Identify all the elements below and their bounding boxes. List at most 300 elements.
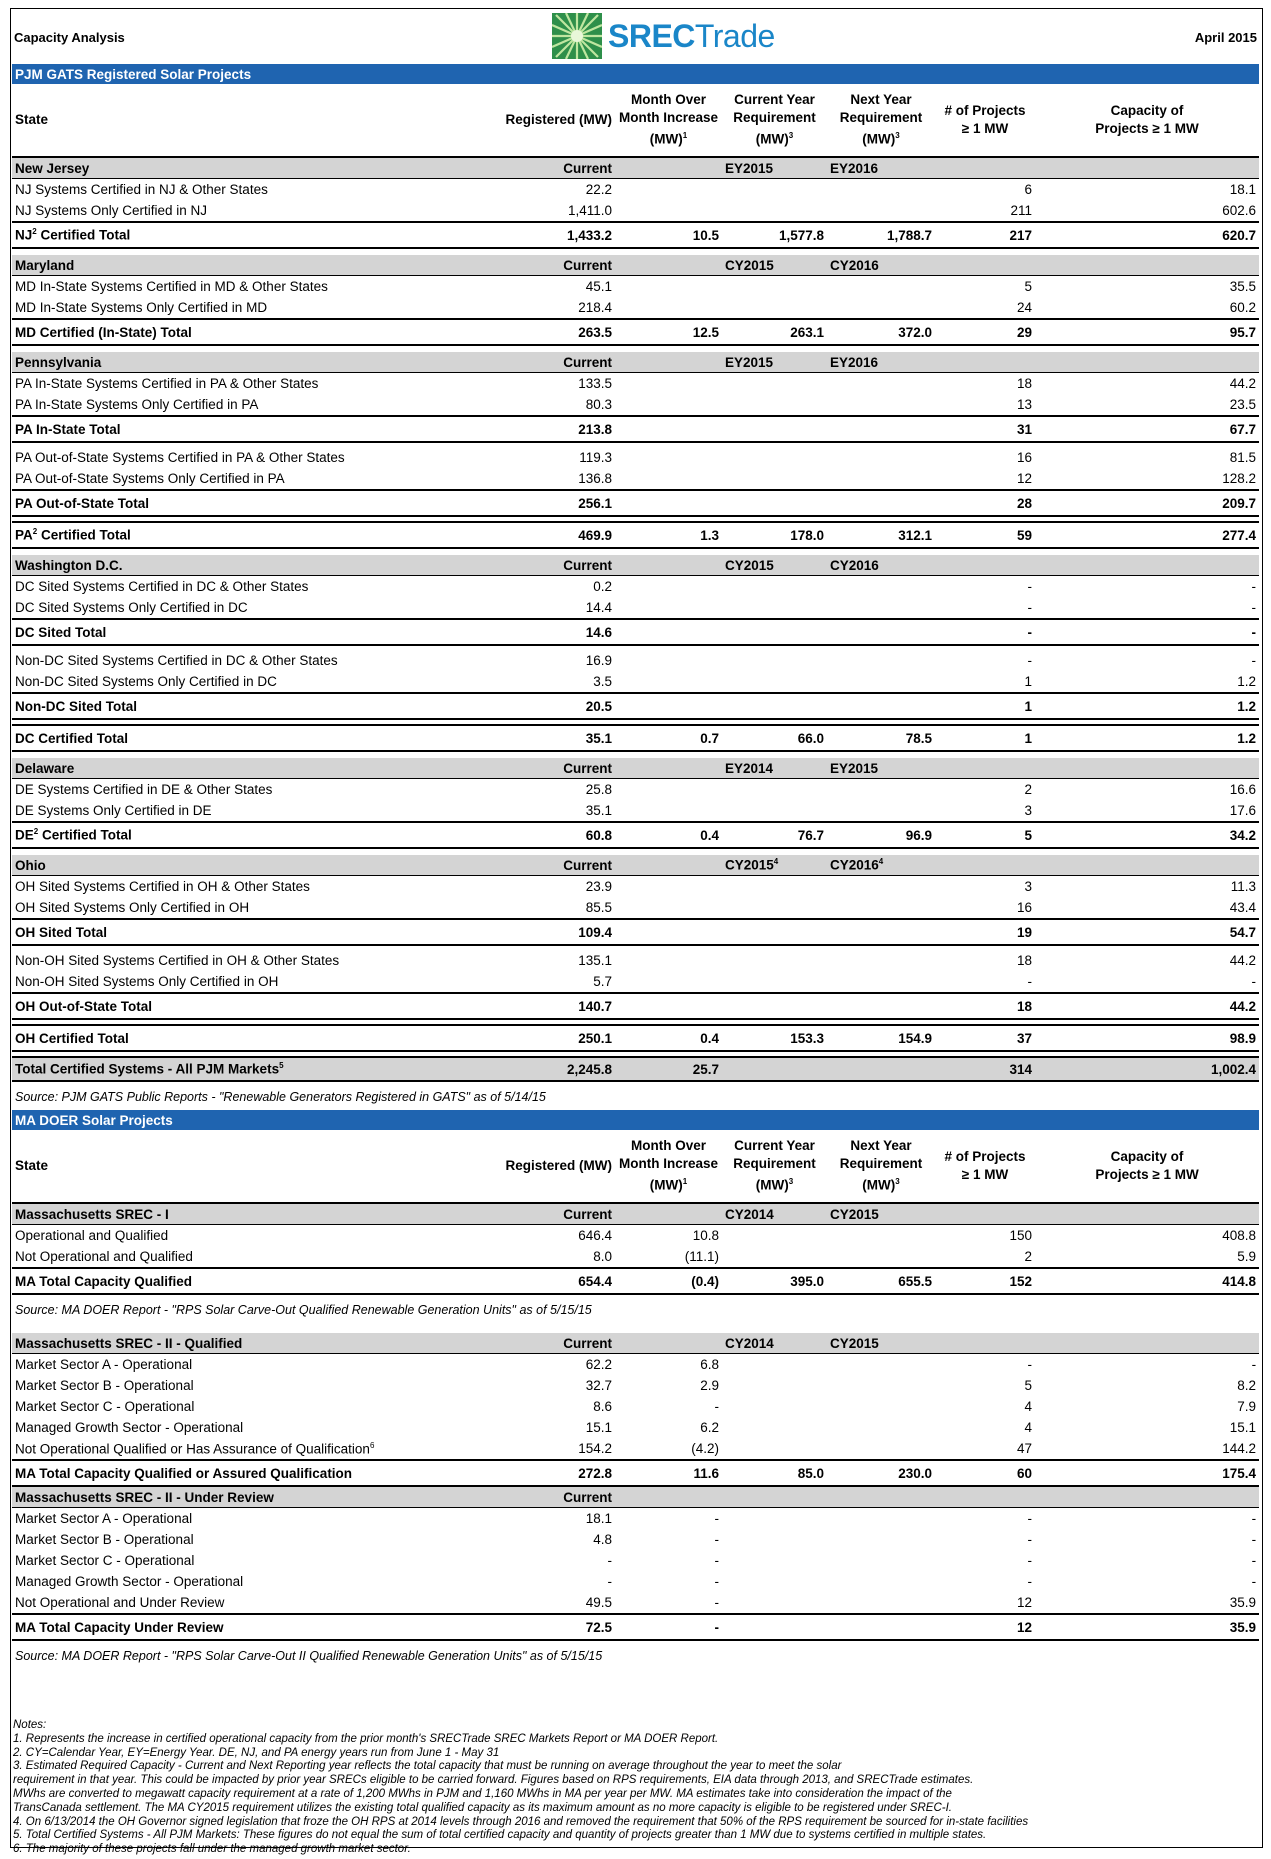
data-row [12, 276, 1259, 298]
projects-value: 24 [1016, 300, 1032, 315]
total-row [12, 1057, 1259, 1081]
spacer [12, 248, 1259, 255]
source-note: Source: PJM GATS Public Reports - "Renewable Generators Registered in GATS" as of 5/14/15 [15, 1090, 546, 1104]
total-current-req [722, 619, 827, 645]
table-cell [827, 876, 935, 898]
total-registered: 1,433.2 [402, 222, 615, 248]
table-cell [722, 447, 827, 468]
table-cell [722, 779, 827, 801]
total-label [12, 919, 402, 945]
total-label-suffix: Certified Total [37, 527, 131, 543]
total-registered: 35.1 [402, 725, 615, 751]
registered-value: 80.3 [585, 397, 612, 412]
total-projects: 29 [935, 319, 1035, 345]
next-year-label: CY2015 [830, 1335, 879, 1351]
total-label-text: MD Certified (In-State) Total [15, 324, 192, 340]
footnote-marker: 1 [682, 1177, 688, 1187]
total-projects: 12 [935, 1614, 1035, 1640]
total-label-text: OH Sited Total [15, 924, 108, 940]
footnote-marker: 3 [788, 131, 794, 141]
row-label [12, 1375, 402, 1396]
footnotes [13, 1719, 1253, 1857]
table-cell [1035, 157, 1259, 179]
total-registered: 109.4 [402, 919, 615, 945]
section-current-label: Current [402, 555, 615, 576]
capacity-value: 44.2 [1229, 376, 1257, 391]
total-label-suffix: Certified Total [38, 827, 132, 843]
month-increase-value [615, 394, 722, 416]
data-row [12, 1354, 1259, 1376]
total-registered: 2,245.8 [402, 1057, 615, 1081]
section-name: Ohio [12, 855, 402, 876]
footnote-marker: 2 [32, 227, 37, 237]
footnote-marker: 3 [788, 1177, 794, 1187]
row-label [12, 576, 402, 598]
total-projects: 31 [935, 416, 1035, 442]
total-month-increase [615, 993, 722, 1019]
total-next-req [827, 919, 935, 945]
row-label [12, 897, 402, 919]
table-cell [1035, 1333, 1259, 1354]
row-label [12, 876, 402, 898]
capacity-value: 18.1 [1229, 182, 1257, 197]
total-month-increase: 0.7 [615, 725, 722, 751]
row-label [12, 373, 402, 395]
month-increase-value: 10.8 [692, 1228, 719, 1243]
registered-value: 646.4 [578, 1228, 612, 1243]
total-projects: 1 [935, 693, 1035, 719]
spacer-row [12, 1325, 1259, 1333]
month-increase-value: - [714, 1595, 719, 1610]
table-cell [722, 650, 827, 671]
row-label-text: PA In-State Systems Only Certified in PA [15, 397, 259, 412]
capacity-value: - [1251, 579, 1257, 594]
table-cell [1035, 1203, 1259, 1225]
month-increase-value [615, 200, 722, 222]
col-projects-line2: ≥ 1 MW [961, 121, 1009, 136]
row-label [12, 950, 402, 971]
row-label-text: MD In-State Systems Only Certified in MD [15, 300, 268, 315]
source-note: Source: MA DOER Report - "RPS Solar Carve-Out II Qualified Renewable Generation Units" as of 5/15/15 [15, 1649, 603, 1663]
data-row [12, 950, 1259, 971]
total-row [12, 1025, 1259, 1051]
table-cell [722, 1571, 827, 1592]
total-registered: 272.8 [402, 1460, 615, 1486]
table-cell [722, 800, 827, 822]
total-registered: 654.4 [402, 1268, 615, 1294]
table-cell [935, 758, 1035, 779]
capacity-value: 602.6 [1222, 203, 1257, 218]
section-current-year [722, 157, 827, 179]
spacer-row [12, 548, 1259, 555]
ma-table [12, 1110, 1259, 1671]
table-cell [722, 1396, 827, 1417]
total-capacity: 1,002.4 [1035, 1057, 1259, 1081]
total-capacity: - [1035, 619, 1259, 645]
total-capacity: 209.7 [1035, 490, 1259, 516]
total-label-text: Total Certified Systems - All PJM Markets [15, 1061, 280, 1077]
row-label-text: Market Sector C - Operational [15, 1399, 195, 1414]
total-next-req [827, 619, 935, 645]
total-label-text: DC Certified Total [15, 730, 129, 746]
capacity-value: 35.9 [1229, 1595, 1257, 1610]
row-label-text: OH Sited Systems Only Certified in OH [15, 900, 250, 915]
row-label [12, 971, 402, 993]
total-capacity: 44.2 [1035, 993, 1259, 1019]
data-row [12, 1529, 1259, 1550]
capacity-value: - [1251, 600, 1257, 615]
total-label-text: DC Sited Total [15, 624, 107, 640]
total-next-req [827, 693, 935, 719]
row-label [12, 447, 402, 468]
registered-value: 25.8 [585, 782, 612, 797]
total-label [12, 1057, 402, 1081]
spacer [12, 848, 1259, 855]
total-row [12, 319, 1259, 345]
row-label [12, 179, 402, 201]
section-current-year [722, 555, 827, 576]
projects-value: 12 [1016, 471, 1032, 486]
projects-value: 47 [1016, 1441, 1032, 1456]
total-projects: 1 [935, 725, 1035, 751]
section-next-year [827, 255, 935, 276]
table-cell [827, 1550, 935, 1571]
table-cell [827, 1354, 935, 1376]
total-row [12, 1268, 1259, 1294]
col-next-year-req-line3 [830, 1173, 932, 1195]
total-month-increase: 10.5 [615, 222, 722, 248]
row-label-text: DC Sited Systems Only Certified in DC [15, 600, 248, 615]
row-label-text: Operational and Qualified [15, 1228, 169, 1243]
row-label-text: Not Operational and Under Review [15, 1595, 225, 1610]
projects-value: - [1027, 653, 1032, 668]
table-cell [722, 671, 827, 693]
col-projects [935, 84, 1035, 157]
row-label-text: Not Operational and Qualified [15, 1249, 193, 1264]
row-label-text: Managed Growth Sector - Operational [15, 1574, 244, 1589]
col-month-increase-line2: Month Increase [618, 1156, 719, 1172]
total-next-req [827, 1057, 935, 1081]
projects-value: - [1027, 1357, 1032, 1372]
col-next-year-req-line2: Requirement [839, 1156, 923, 1172]
total-capacity: 620.7 [1035, 222, 1259, 248]
state-section-header [12, 855, 1259, 876]
total-label [12, 222, 402, 248]
month-increase-value: 2.9 [700, 1378, 719, 1393]
footnote-line: 1. Represents the increase in certified operational capacity from the prior month's SRECTrade SREC Markets Report or MA DOER Report. [13, 1732, 719, 1745]
projects-value: 211 [1010, 203, 1032, 218]
row-label [12, 671, 402, 693]
section-current-year [722, 352, 827, 373]
total-month-increase: 12.5 [615, 319, 722, 345]
row-label-text: Market Sector C - Operational [15, 1553, 195, 1568]
table-cell [722, 1550, 827, 1571]
data-row [12, 1571, 1259, 1592]
footnote-marker: 6 [369, 1440, 375, 1450]
registered-value: 35.1 [585, 803, 612, 818]
section-current-label: Current [402, 352, 615, 373]
registered-value: 154.2 [578, 1441, 612, 1456]
row-label [12, 1438, 402, 1460]
section-name: New Jersey [12, 157, 402, 179]
data-row [12, 394, 1259, 416]
total-label [12, 725, 402, 751]
total-current-req [722, 993, 827, 1019]
footnote-line: 4. On 6/13/2014 the OH Governor signed legislation that froze the OH RPS at 2014 levels through 2016 and removed the requirement that 50% of the RPS requirement be sourced for in-state facilities [13, 1815, 1029, 1828]
row-label [12, 1354, 402, 1376]
footnote-marker: 3 [895, 1177, 900, 1187]
footnote-line: 2. CY=Calendar Year, EY=Energy Year. DE, NJ, and PA energy years run from June 1 - May 31 [13, 1746, 500, 1759]
table-cell [827, 950, 935, 971]
sunburst-icon [552, 13, 602, 59]
pjm-table [12, 64, 1259, 1112]
footnote-marker: 1 [682, 131, 688, 141]
total-registered: 469.9 [402, 522, 615, 548]
total-month-increase: 25.7 [615, 1057, 722, 1081]
registered-value: 15.1 [585, 1420, 612, 1435]
data-row [12, 468, 1259, 490]
next-year-label: EY2016 [830, 160, 879, 176]
month-increase-value [615, 800, 722, 822]
table-cell [1035, 352, 1259, 373]
total-current-req: 85.0 [722, 1460, 827, 1486]
spacer [12, 345, 1259, 352]
next-year-label: CY2016 [830, 557, 879, 573]
month-increase-value [615, 576, 722, 598]
projects-value: 18 [1016, 953, 1032, 968]
total-label [12, 1025, 402, 1051]
section-current-label: Current [402, 157, 615, 179]
registered-value: 0.2 [593, 579, 612, 594]
section-name: Pennsylvania [12, 352, 402, 373]
table-cell [615, 855, 722, 876]
state-section-header [12, 157, 1259, 179]
col-capacity-line1: Capacity of [1110, 1149, 1184, 1164]
footnote-line: 5. Total Certified Systems - All PJM Markets: These figures do not equal the sum of total certified capacity and quantity of projects greater than 1 MW due to systems certified in multiple states. [13, 1829, 987, 1842]
total-current-req [722, 416, 827, 442]
col-projects [935, 1130, 1035, 1203]
data-row [12, 1417, 1259, 1438]
table-cell [935, 1203, 1035, 1225]
row-label-text: Non-DC Sited Systems Certified in DC & Other States [15, 653, 338, 668]
total-current-req: 153.3 [722, 1025, 827, 1051]
month-increase-value [615, 671, 722, 693]
row-label [12, 276, 402, 298]
registered-value: - [607, 1574, 612, 1589]
row-label-text: Non-DC Sited Systems Only Certified in DC [15, 674, 277, 689]
projects-value: 1 [1024, 674, 1032, 689]
month-increase-value [615, 597, 722, 619]
capacity-value: 5.9 [1237, 1249, 1257, 1264]
col-current-year-req-unit: (MW) [755, 131, 789, 147]
col-projects-line1: # of Projects [944, 103, 1026, 118]
registered-value: 32.7 [585, 1378, 612, 1393]
month-increase-value [615, 971, 722, 993]
col-next-year-req-unit: (MW) [862, 131, 896, 147]
table-cell [722, 897, 827, 919]
total-registered: 256.1 [402, 490, 615, 516]
spacer-row [12, 848, 1259, 855]
registered-value: 8.6 [593, 1399, 612, 1414]
state-section-header [12, 1333, 1259, 1354]
table-cell [827, 297, 935, 319]
table-cell [827, 671, 935, 693]
registered-value: 3.5 [593, 674, 612, 689]
column-header-row [12, 1130, 1259, 1203]
row-label [12, 468, 402, 490]
row-label-text: Non-OH Sited Systems Certified in OH & Other States [15, 953, 340, 968]
section-current-label: Current [402, 1333, 615, 1354]
col-next-year-req [827, 1130, 935, 1203]
col-next-year-req-line1: Next Year [850, 1138, 912, 1154]
table-cell [935, 352, 1035, 373]
data-row [12, 671, 1259, 693]
total-label [12, 1268, 402, 1294]
table-cell [827, 1592, 935, 1614]
col-month-increase-line2: Month Increase [618, 110, 719, 126]
table-cell [722, 1508, 827, 1530]
row-label-text: DE Systems Certified in DE & Other States [15, 782, 273, 797]
table-cell [935, 1486, 1035, 1508]
month-increase-value [615, 876, 722, 898]
row-label [12, 1571, 402, 1592]
total-projects: 5 [935, 822, 1035, 848]
table-cell [722, 1375, 827, 1396]
total-label [12, 822, 402, 848]
total-row [12, 1460, 1259, 1486]
section-name: Massachusetts SREC - II - Qualified [12, 1333, 402, 1354]
projects-value: 3 [1024, 879, 1032, 894]
projects-value: 16 [1016, 450, 1032, 465]
col-capacity [1035, 84, 1259, 157]
capacity-value: - [1251, 1532, 1257, 1547]
row-label-text: NJ Systems Certified in NJ & Other States [15, 182, 268, 197]
total-current-req [722, 693, 827, 719]
table-cell [722, 1438, 827, 1460]
total-label-prefix: NJ [15, 227, 33, 243]
current-year-label: CY2015 [725, 857, 774, 873]
total-label-text: MA Total Capacity Under Review [15, 1619, 224, 1635]
col-capacity [1035, 1130, 1259, 1203]
next-year-label: CY2016 [830, 257, 879, 273]
total-registered: 20.5 [402, 693, 615, 719]
month-increase-value [615, 276, 722, 298]
total-capacity: 1.2 [1035, 693, 1259, 719]
month-increase-value: (4.2) [691, 1441, 719, 1456]
col-next-year-req-line3 [830, 127, 932, 149]
section-next-year [827, 758, 935, 779]
table-cell [827, 1417, 935, 1438]
total-registered: 213.8 [402, 416, 615, 442]
table-cell [722, 1354, 827, 1376]
row-label [12, 200, 402, 222]
table-cell [827, 1225, 935, 1247]
state-section-header [12, 352, 1259, 373]
table-cell [827, 1375, 935, 1396]
row-label [12, 650, 402, 671]
state-section-header [12, 1486, 1259, 1508]
total-row [12, 619, 1259, 645]
registered-value: 1,411.0 [567, 203, 612, 218]
section-current-year [722, 255, 827, 276]
col-current-year-req-line3 [725, 127, 824, 149]
total-label [12, 490, 402, 516]
total-next-req [827, 490, 935, 516]
table-cell [722, 1225, 827, 1247]
capacity-value: 7.9 [1237, 1399, 1257, 1414]
section-name: Maryland [12, 255, 402, 276]
row-label [12, 779, 402, 801]
current-year-label: CY2015 [725, 257, 774, 273]
projects-value: 5 [1024, 279, 1032, 294]
total-current-req: 178.0 [722, 522, 827, 548]
srectrade-logo [552, 12, 775, 60]
total-capacity: 95.7 [1035, 319, 1259, 345]
registered-value: 85.5 [585, 900, 612, 915]
table-cell [827, 1529, 935, 1550]
registered-value: 49.5 [585, 1595, 612, 1610]
capacity-value: - [1251, 653, 1257, 668]
source-note: Source: MA DOER Report - "RPS Solar Carve-Out Qualified Renewable Generation Units" as of 5/15/15 [15, 1303, 592, 1317]
row-label-text: Market Sector B - Operational [15, 1378, 194, 1393]
data-row [12, 179, 1259, 201]
projects-value: - [1027, 579, 1032, 594]
row-label [12, 1417, 402, 1438]
section-current-year [722, 855, 827, 876]
row-label-text: PA Out-of-State Systems Certified in PA & Other States [15, 450, 345, 465]
total-row [12, 1614, 1259, 1640]
data-row [12, 800, 1259, 822]
month-increase-value: - [714, 1553, 719, 1568]
projects-value: - [1027, 1574, 1032, 1589]
col-state: State [12, 1130, 402, 1203]
brand-trade: Trade [694, 17, 775, 54]
total-month-increase [615, 416, 722, 442]
capacity-value: 43.4 [1229, 900, 1257, 915]
capacity-value: 23.5 [1229, 397, 1257, 412]
total-label [12, 319, 402, 345]
table-cell [827, 1508, 935, 1530]
table-cell [827, 597, 935, 619]
registered-value: 22.2 [585, 182, 612, 197]
total-label [12, 693, 402, 719]
registered-value: 218.4 [578, 300, 612, 315]
total-label-text: PA Out-of-State Total [15, 495, 149, 511]
registered-value: 18.1 [585, 1511, 612, 1526]
col-month-increase-line1: Month Over [630, 92, 706, 108]
month-increase-value: - [714, 1574, 719, 1589]
row-label-text: DE Systems Only Certified in DE [15, 803, 212, 818]
total-row [12, 222, 1259, 248]
spacer [12, 1325, 1259, 1333]
total-registered: 14.6 [402, 619, 615, 645]
total-current-req [722, 1057, 827, 1081]
table-cell [1035, 555, 1259, 576]
total-label-text: OH Out-of-State Total [15, 998, 152, 1014]
col-current-year-req-line1: Current Year [734, 92, 815, 108]
table-cell [615, 1203, 722, 1225]
projects-value: 2 [1024, 782, 1032, 797]
data-row [12, 1508, 1259, 1530]
total-label [12, 1460, 402, 1486]
total-current-req: 395.0 [722, 1268, 827, 1294]
current-year-label: EY2015 [725, 354, 774, 370]
registered-value: 62.2 [585, 1357, 612, 1372]
section-next-year [827, 855, 935, 876]
data-row [12, 1550, 1259, 1571]
col-state: State [12, 84, 402, 157]
total-label [12, 416, 402, 442]
